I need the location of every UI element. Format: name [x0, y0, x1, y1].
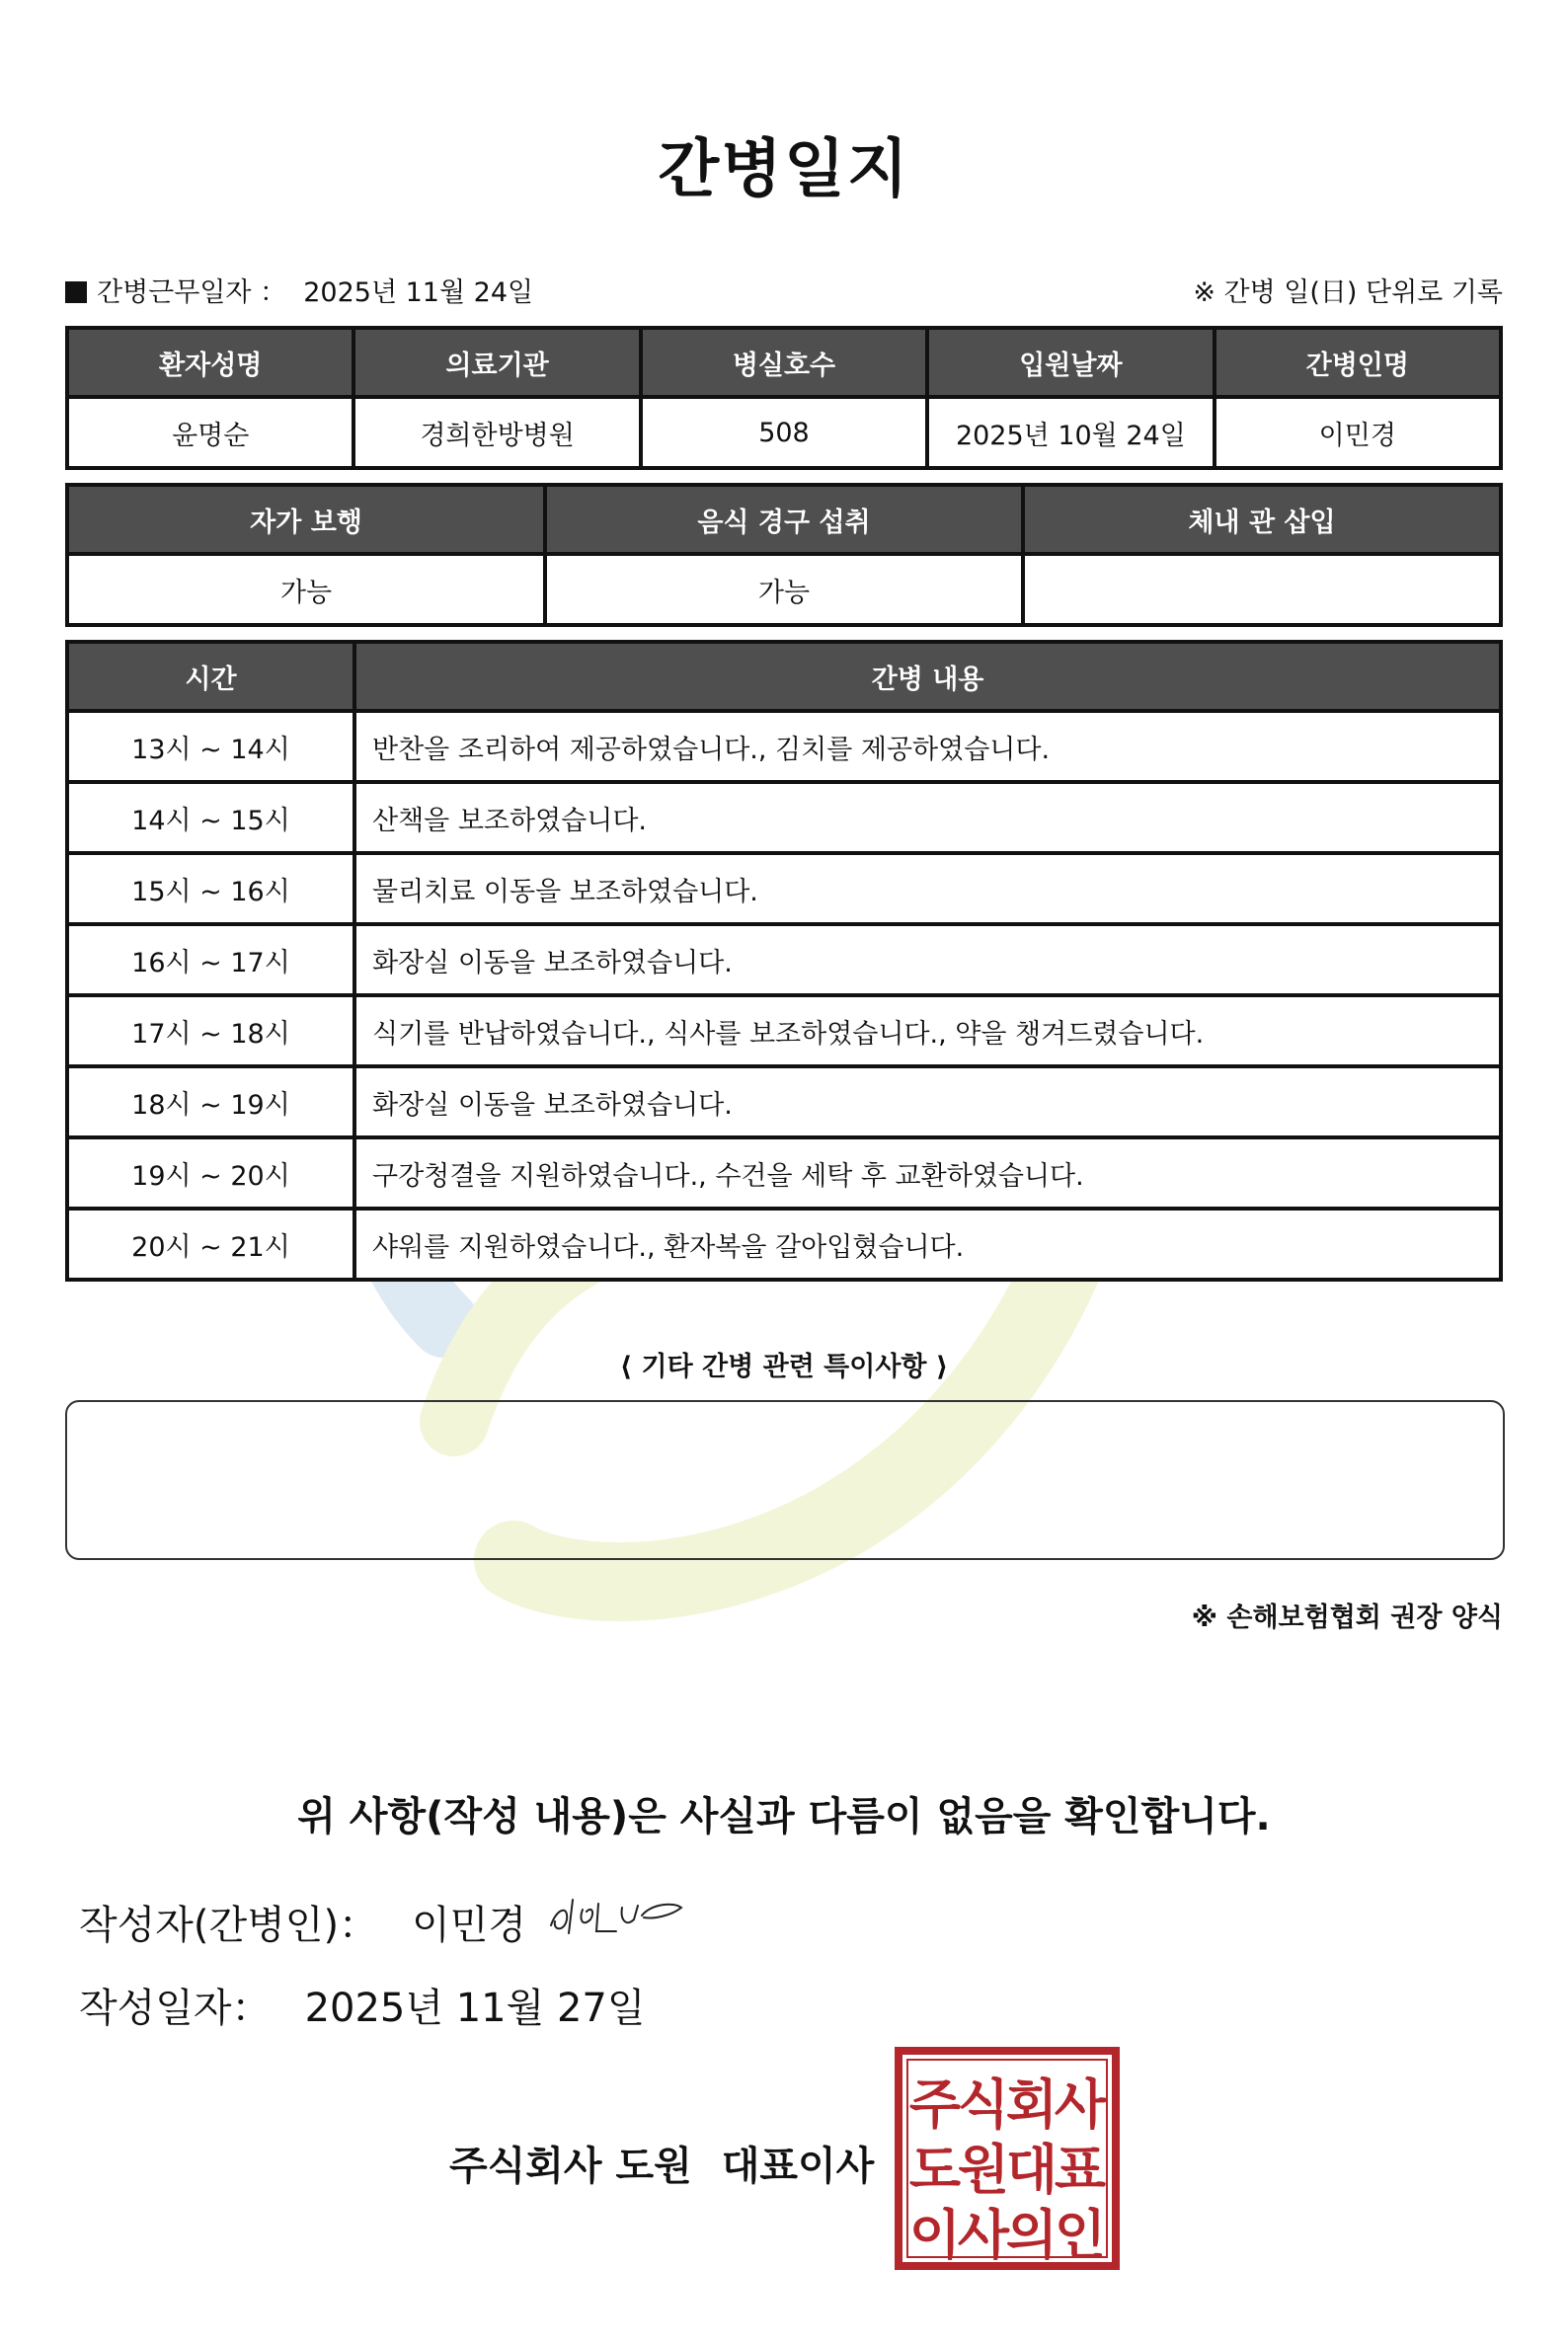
log-content: 물리치료 이동을 보조하였습니다.: [356, 855, 1499, 922]
log-content: 화장실 이동을 보조하였습니다.: [356, 1068, 1499, 1135]
document-title: 간병일지: [658, 133, 910, 206]
log-time: 20시 ~ 21시: [69, 1211, 353, 1278]
log-time: 13시 ~ 14시: [69, 713, 353, 780]
seal-glyph: 회: [1005, 2073, 1058, 2136]
log-content: 샤워를 지원하였습니다., 환자복을 갈아입혔습니다.: [356, 1211, 1499, 1278]
seal-glyph: 인: [1054, 2204, 1107, 2266]
log-content: 구강청결을 지원하였습니다., 수건을 세탁 후 교환하였습니다.: [356, 1139, 1499, 1207]
seal-glyph: 주: [908, 2073, 962, 2136]
company-line: [449, 2135, 874, 2191]
write-date-line: [79, 1977, 646, 2033]
seal-glyph: 사: [1054, 2073, 1107, 2136]
form-source-note: ※ 손해보험협회 권장 양식: [1191, 1603, 1503, 1633]
room-number: 508: [643, 399, 925, 466]
square-bullet-icon: [65, 281, 87, 303]
self-walking-value: 가능: [69, 556, 543, 623]
oral-intake-value: 가능: [547, 556, 1021, 623]
table-row: [69, 926, 1499, 993]
write-date-value: 2025년 11월 27일: [304, 1986, 646, 2031]
header-time: 시간: [69, 644, 353, 709]
log-time: 15시 ~ 16시: [69, 855, 353, 922]
seal-glyph: 도: [908, 2139, 962, 2201]
company-seal-stamp: [894, 2046, 1121, 2271]
company-name: 주식회사 도원: [449, 2144, 692, 2189]
special-notes-box: [65, 1400, 1505, 1560]
log-content: 식기를 반납하였습니다., 식사를 보조하였습니다., 약을 챙겨드렸습니다.: [356, 997, 1499, 1064]
header-patient-name: 환자성명: [69, 330, 352, 395]
table-row: [69, 997, 1499, 1064]
caregiver-name: 이민경: [1216, 399, 1499, 466]
header-hospital: 의료기관: [355, 330, 638, 395]
log-time: 17시 ~ 18시: [69, 997, 353, 1064]
log-time: 14시 ~ 15시: [69, 784, 353, 851]
table-row: [69, 556, 1499, 623]
work-date-label: 간병근무일자 ：: [97, 277, 287, 308]
seal-glyph: 식: [957, 2073, 1010, 2136]
confirmation-statement: 위 사항(작성 내용)은 사실과 다름이 없음을 확인합니다.: [297, 1794, 1271, 1839]
work-date-value: 2025년 11월 24일: [303, 277, 534, 308]
table-header-row: [69, 330, 1499, 395]
header-room: 병실호수: [643, 330, 925, 395]
admission-date: 2025년 10월 24일: [929, 399, 1212, 466]
log-time: 18시 ~ 19시: [69, 1068, 353, 1135]
header-self-walking: 자가 보행: [69, 487, 543, 552]
patient-name: 윤명순: [69, 399, 352, 466]
handwritten-signature: [543, 1886, 691, 1945]
header-oral-intake: 음식 경구 섭취: [547, 487, 1021, 552]
seal-glyph: 원: [957, 2139, 1010, 2201]
care-log-table: [65, 640, 1503, 1282]
log-content: 반찬을 조리하여 제공하였습니다., 김치를 제공하였습니다.: [356, 713, 1499, 780]
header-care-content: 간병 내용: [356, 644, 1499, 709]
company-role: 대표이사: [721, 2144, 875, 2189]
writer-name: 이민경: [412, 1903, 526, 1948]
writer-line: [79, 1894, 526, 1950]
log-time: 16시 ~ 17시: [69, 926, 353, 993]
patient-info-table: [65, 326, 1503, 470]
header-caregiver-name: 간병인명: [1216, 330, 1499, 395]
log-content: 산책을 보조하였습니다.: [356, 784, 1499, 851]
patient-status-table: [65, 483, 1503, 627]
write-date-label: 작성일자：: [79, 1986, 272, 2031]
table-row: [69, 1068, 1499, 1135]
writer-label: 작성자(간병인)：: [79, 1903, 379, 1948]
log-content: 화장실 이동을 보조하였습니다.: [356, 926, 1499, 993]
unit-note: ※ 간병 일(日) 단위로 기록: [1193, 277, 1503, 308]
seal-glyph: 의: [1005, 2204, 1058, 2266]
header-tube-insertion: 체내 관 삽입: [1025, 487, 1499, 552]
table-row: [69, 399, 1499, 466]
log-time: 19시 ~ 20시: [69, 1139, 353, 1207]
table-row: [69, 784, 1499, 851]
seal-glyph: 사: [957, 2204, 1010, 2266]
table-row: [69, 713, 1499, 780]
work-date: [65, 271, 533, 309]
table-header-row: [69, 644, 1499, 709]
seal-glyph: 대: [1005, 2139, 1058, 2201]
table-row: [69, 855, 1499, 922]
seal-glyph: 표: [1054, 2139, 1107, 2201]
table-row: [69, 1139, 1499, 1207]
tube-insertion-value: [1025, 556, 1499, 623]
table-row: [69, 1211, 1499, 1278]
seal-glyph: 이: [908, 2204, 962, 2266]
table-header-row: [69, 487, 1499, 552]
header-admission-date: 입원날짜: [929, 330, 1212, 395]
hospital-name: 경희한방병원: [355, 399, 638, 466]
special-notes-title: ⟨ 기타 간병 관련 특이사항 ⟩: [619, 1352, 949, 1382]
